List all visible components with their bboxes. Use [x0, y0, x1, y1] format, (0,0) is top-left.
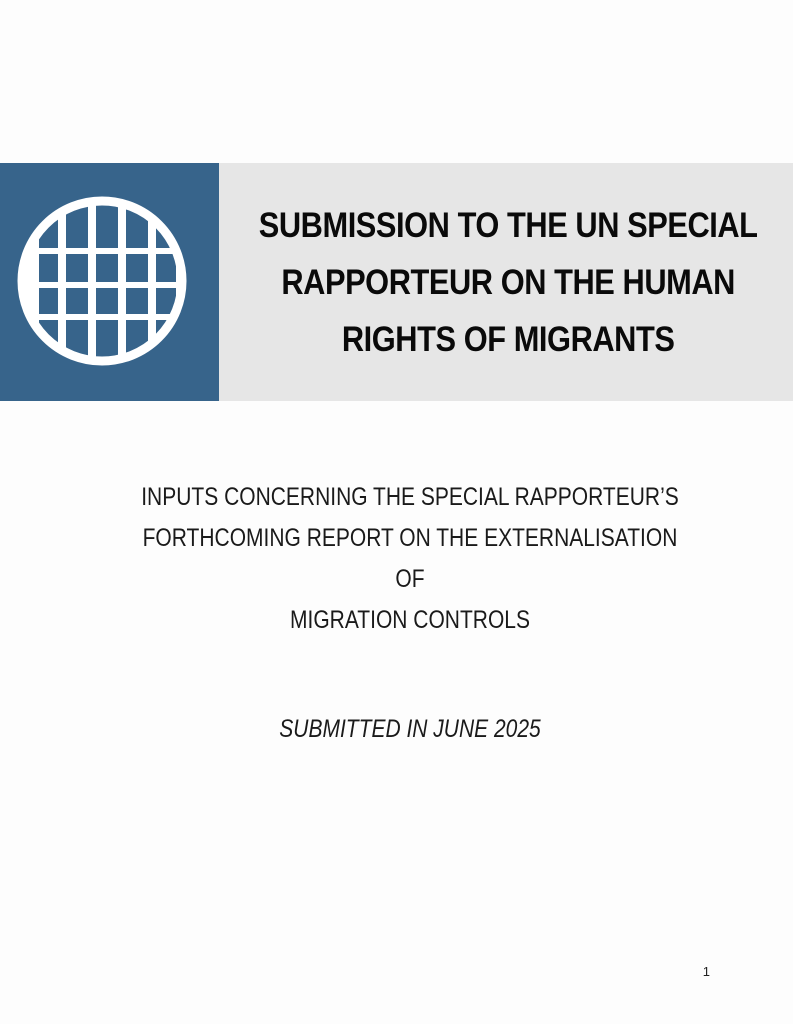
submission-date: SUBMITTED IN JUNE 2025 — [279, 715, 541, 743]
subtitle-line: INPUTS CONCERNING THE SPECIAL RAPPORTEUR’S — [141, 483, 679, 511]
title-line: RAPPORTEUR ON THE HUMAN — [280, 262, 735, 302]
globe-icon — [0, 163, 219, 401]
logo-panel — [0, 163, 219, 401]
document-title — [246, 197, 766, 368]
title-line: SUBMISSION TO THE UN SPECIAL — [258, 205, 758, 245]
subtitle-line: MIGRATION CONTROLS — [290, 606, 530, 634]
title-panel — [219, 163, 793, 401]
title-line: RIGHTS OF MIGRANTS — [341, 319, 675, 359]
cover-banner — [0, 163, 793, 401]
document-subtitle — [133, 477, 687, 641]
subtitle-line: FORTHCOMING REPORT ON THE EXTERNALISATION OF — [142, 524, 678, 593]
page-number: 1 — [702, 964, 710, 979]
